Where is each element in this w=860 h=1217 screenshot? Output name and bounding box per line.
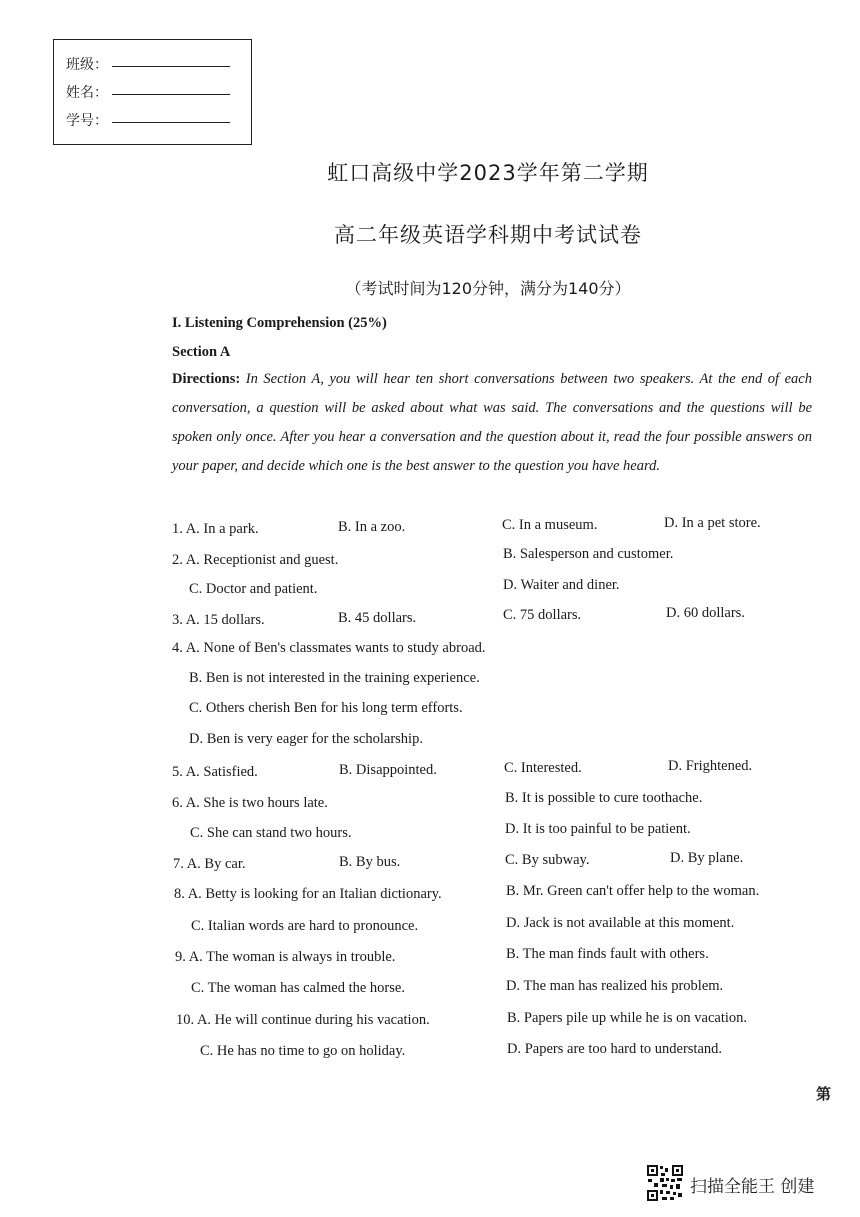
q3-option-d: D. 60 dollars. [666,605,745,621]
exam-title: 虹口高级中学2023学年第二学期 [327,161,649,185]
id-field [66,110,230,130]
q7-option-d: D. By plane. [670,850,744,866]
q3-option-a: 3. A. 15 dollars. [172,612,265,628]
name-blank [112,94,230,95]
q5-option-c: C. Interested. [504,760,582,776]
q10-option-c: C. He has no time to go on holiday. [200,1043,406,1059]
id-blank [112,122,230,123]
q8-option-b: B. Mr. Green can't offer help to the woman. [506,883,760,899]
q1-option-b: B. In a zoo. [338,519,406,535]
class-field [66,54,230,74]
q7-option-c: C. By subway. [505,852,590,868]
directions [172,365,812,481]
q8-option-c: C. Italian words are hard to pronounce. [191,918,419,934]
q6-option-a: 6. A. She is two hours late. [172,795,328,811]
q1-option-d: D. In a pet store. [664,515,761,531]
q9-option-b: B. The man finds fault with others. [506,946,709,962]
exam-note: （考试时间为120分钟，满分为140分） [345,279,631,298]
q2-option-a: 2. A. Receptionist and guest. [172,552,339,568]
qr-code-icon [646,1164,684,1202]
q5-option-a: 5. A. Satisfied. [172,764,258,780]
part-heading: I. Listening Comprehension (25%) [172,315,387,331]
q4-option-c: C. Others cherish Ben for his long term efforts. [189,700,463,716]
q10-option-a: 10. A. He will continue during his vacation. [176,1012,430,1028]
name-field [66,82,230,102]
directions-label: Directions: [172,371,241,387]
q10-option-d: D. Papers are too hard to understand. [507,1041,723,1057]
id-label: 学号： [66,113,108,129]
q4-option-a: 4. A. None of Ben's classmates wants to study abroad. [172,640,486,656]
q6-option-d: D. It is too painful to be patient. [505,821,691,837]
q7-option-a: 7. A. By car. [173,856,246,872]
q9-option-a: 9. A. The woman is always in trouble. [175,949,396,965]
q1-option-a: 1. A. In a park. [172,521,259,537]
section-heading: Section A [172,344,231,360]
q1-option-c: C. In a museum. [502,517,598,533]
page-corner-mark: 第 [816,1087,832,1103]
q8-option-d: D. Jack is not available at this moment. [506,915,735,931]
student-info-box [53,39,252,145]
q3-option-b: B. 45 dollars. [338,610,417,626]
exam-subtitle: 高二年级英语学科期中考试试卷 [334,223,642,247]
name-label: 姓名： [66,85,108,101]
q8-option-a: 8. A. Betty is looking for an Italian dictionary. [174,886,442,902]
q10-option-b: B. Papers pile up while he is on vacation. [507,1010,748,1026]
directions-text: In Section A, you will hear ten short conversations between two speakers. At the end of each conversation, a question will be asked about what was said. The conversations and the questions will be spoken only once. After you hear a conversation and the question about it, read the four possible answers on your paper, and decide which one is the best answer to the question you have heard. [172,371,812,474]
q3-option-c: C. 75 dollars. [503,607,582,623]
q5-option-d: D. Frightened. [668,758,753,774]
q9-option-c: C. The woman has calmed the horse. [191,980,405,996]
q6-option-b: B. It is possible to cure toothache. [505,790,703,806]
q4-option-d: D. Ben is very eager for the scholarship. [189,731,423,747]
q2-option-d: D. Waiter and diner. [503,577,620,593]
q7-option-b: B. By bus. [339,854,401,870]
scanner-watermark: 扫描全能王 创建 [690,1177,815,1197]
q6-option-c: C. She can stand two hours. [190,825,352,841]
q5-option-b: B. Disappointed. [339,762,437,778]
q2-option-c: C. Doctor and patient. [189,581,318,597]
class-label: 班级： [66,57,108,73]
q9-option-d: D. The man has realized his problem. [506,978,724,994]
q2-option-b: B. Salesperson and customer. [503,546,674,562]
q4-option-b: B. Ben is not interested in the training experience. [189,670,480,686]
class-blank [112,66,230,67]
